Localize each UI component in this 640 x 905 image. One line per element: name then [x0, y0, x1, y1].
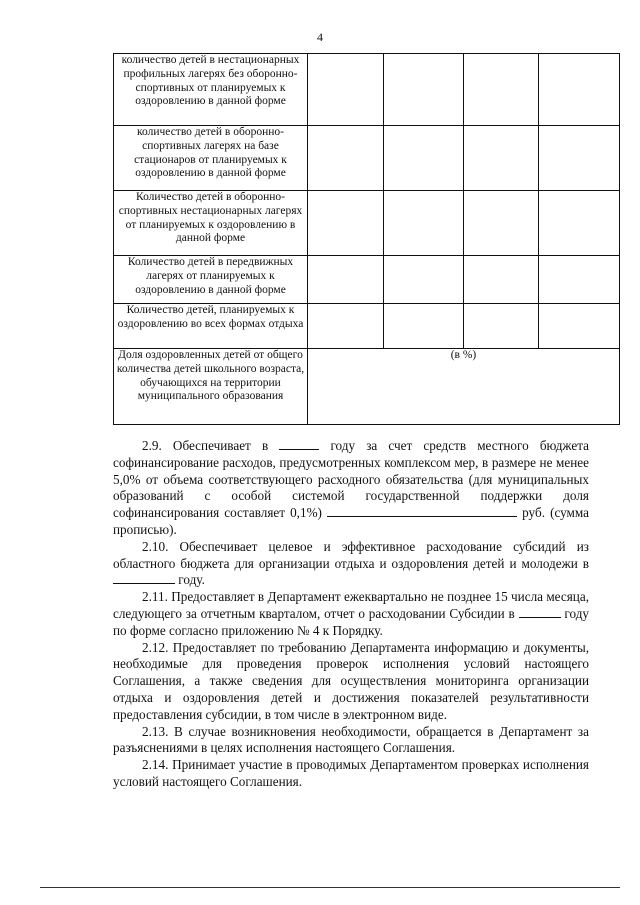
row-label: Количество детей в оборонно-спортивных нестационарных лагерях от планируемых к оздоровлению в данной форме [114, 191, 308, 256]
paragraph-2-14: 2.14. Принимает участие в проводимых Департаментом проверках исполнения условий настоящего Соглашения. [113, 757, 589, 789]
paragraph-2-11 [113, 589, 589, 639]
table-cell [308, 191, 384, 256]
blank-field [113, 572, 175, 584]
table-cell [384, 54, 464, 126]
row-label: Количество детей, планируемых к оздоровлению во всех формах отдыха [114, 304, 308, 349]
blank-field [279, 438, 319, 450]
row-label: Доля оздоровленных детей от общего количества детей школьного возраста, обучающихся на территории муниципального образования [114, 349, 308, 425]
table-cell [308, 304, 384, 349]
text-span: году за счет средств местного бюджета софинансирование расходов, предусмотренных комплексом мер, в размере не менее 5,0% от объема соответствующего расходного обязательства (для муниципальных образований с особой системой государственной поддержки доля софинансирования составляет 0,1%) [113, 438, 589, 521]
blank-field [327, 505, 517, 517]
text-span: 2.11. Предоставляет в Департамент ежеквартально не позднее 15 числа месяца, следующего за отчетным кварталом, отчет о расходовании Субсидии в [113, 589, 589, 621]
table-cell [308, 54, 384, 126]
document-body [113, 438, 589, 791]
row-label: Количество детей в передвижных лагерях от планируемых к оздоровлению в данной форме [114, 256, 308, 304]
table-cell [539, 126, 620, 191]
table-cell [464, 126, 539, 191]
table-cell [539, 304, 620, 349]
paragraph-2-12: 2.12. Предоставляет по требованию Департамента информацию и документы, необходимые для проведения проверок исполнения условий настоящего Соглашения, а также сведения для осуществления мониторинга организации отдыха и оздоровления детей и достижения показателей результативности предоставления субсидии, в том числе в электронном виде. [113, 639, 589, 722]
blank-field [519, 606, 561, 618]
table-cell [539, 256, 620, 304]
table-row [114, 349, 620, 425]
table-cell [464, 304, 539, 349]
table-row [114, 126, 620, 191]
table-cell [539, 191, 620, 256]
percent-cell: (в %) [308, 349, 620, 425]
text-span: 2.10. Обеспечивает целевое и эффективное расходование субсидий из областного бюджета для организации отдыха и оздоровления детей и молодежи в [113, 538, 589, 571]
paragraph-2-9 [113, 438, 589, 539]
table-cell [384, 191, 464, 256]
table-cell [464, 256, 539, 304]
row-label: количество детей в оборонно-спортивных лагерях на базе стационаров от планируемых к оздоровлению в данной форме [114, 126, 308, 191]
table-cell [308, 256, 384, 304]
table-row [114, 54, 620, 126]
table-row [114, 256, 620, 304]
table-cell [308, 126, 384, 191]
text-span: руб. (сумма прописью). [113, 505, 590, 537]
text-span: году. [178, 572, 205, 588]
paragraph-2-10 [113, 539, 589, 589]
indicators-table [113, 53, 620, 425]
table-cell [464, 191, 539, 256]
table-row [114, 304, 620, 349]
table-row [114, 191, 620, 256]
table-cell [384, 256, 464, 304]
page-number: 4 [317, 30, 323, 44]
table-cell [464, 54, 539, 126]
row-label: количество детей в нестационарных профильных лагерях без оборонно-спортивных от планируемых к оздоровлению в данной форме [114, 54, 308, 126]
page-bottom-rule [40, 887, 620, 888]
table-cell [384, 126, 464, 191]
paragraph-2-13: 2.13. В случае возникновения необходимости, обращается в Департамент за разъяснениями в целях исполнения настоящего Соглашения. [113, 723, 589, 756]
text-span: 2.9. Обеспечивает в [142, 438, 269, 453]
text-span: году по форме согласно приложению № 4 к Порядку. [113, 605, 590, 638]
table-cell [384, 304, 464, 349]
table-cell [539, 54, 620, 126]
